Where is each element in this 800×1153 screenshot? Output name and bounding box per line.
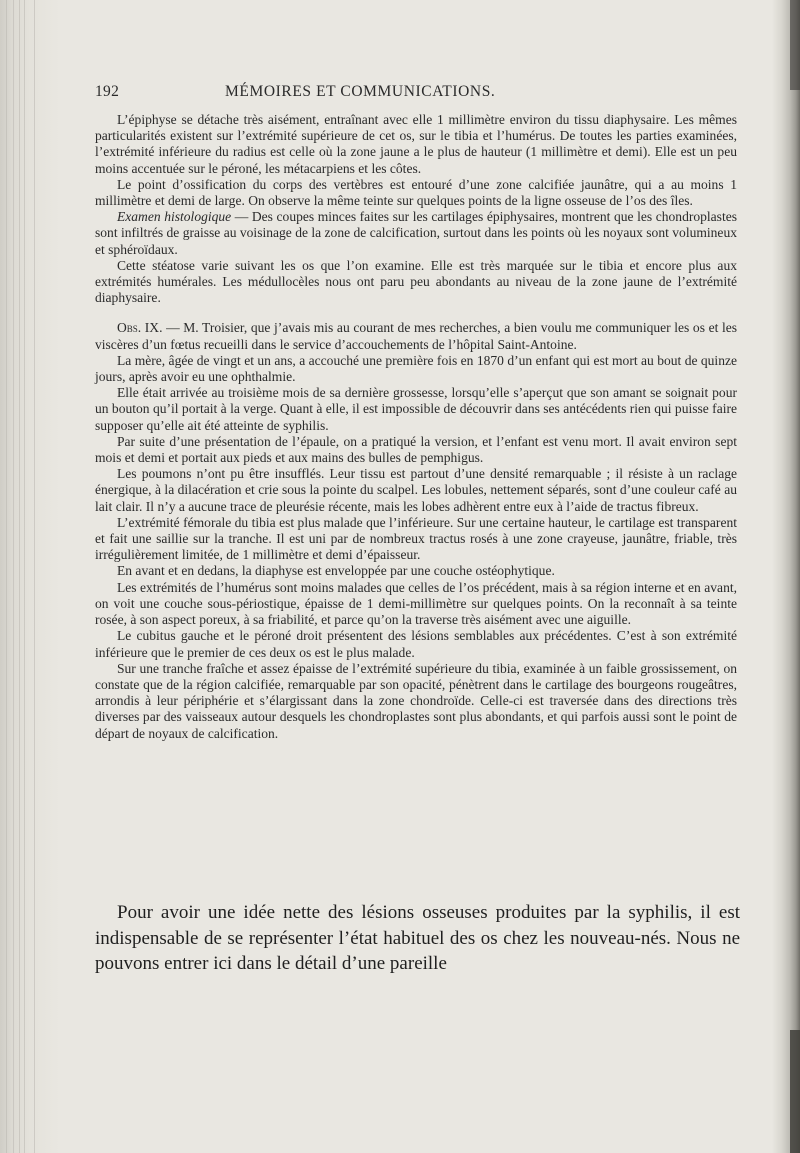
paragraph: L’épiphyse se détache très aisément, entraînant avec elle 1 millimètre environ du tissu diaphysaire. Les mêmes particularités existent sur l’extrémité supérieure de cet os, sur le tibia et l’humérus. De toutes les parties examinées, l’extrémité inférieure du radius est celle où la zone jaune a le plus de hauteur (1 millimètre et demi). Elle est un peu moins accentuée sur le péroné, les métacarpiens et les côtes. <box>95 112 737 176</box>
paragraph: Obs. IX. — M. Troisier, que j’avais mis au courant de mes recherches, a bien voulu me communiquer les os et les viscères d’un fœtus recueilli dans le service d’accouchements de l’hôpital Saint-Antoine. <box>95 320 737 352</box>
paragraph: L’extrémité fémorale du tibia est plus malade que l’inférieure. Sur une certaine hauteur, le cartilage est transparent et fait une saillie sur la tranche. Il est uni par de nombreux tractus rosés à une zone crayeuse, jaunâtre, friable, très irrégulièrement limitée, de 1 millimètre et demi d’épaisseur. <box>95 514 737 563</box>
body-text <box>95 112 737 742</box>
paragraph: Les poumons n’ont pu être insufflés. Leur tissu est partout d’une densité remarquable ; il résiste à un raclage énergique, à la dilacération et crie sous la pointe du scalpel. Les lobules, nettement séparés, sont d’une couleur café au lait clair. Il n’y a aucune trace de pleurésie récente, mais les lobes adhèrent entre eux à l’aide de tractus fibreux. <box>95 466 737 514</box>
paragraph: Par suite d’une présentation de l’épaule, on a pratiqué la version, et l’enfant est venu mort. Il avait environ sept mois et demi et portait aux pieds et aux mains des bulles de pemphigus. <box>95 433 737 466</box>
paragraph: Examen histologique — Des coupes minces faites sur les cartilages épiphysaires, montrent que les chondroplastes sont infiltrés de graisse au voisinage de la zone de calcification, surtout dans les points où les noyaux sont volumineux et sphéroïdaux. <box>95 209 737 257</box>
paragraph: Elle était arrivée au troisième mois de sa dernière grossesse, lorsqu’elle s’aperçut que son amant se soignait pour un bouton qu’il portait à la verge. Quant à elle, il est impossible de découvrir dans ses antécédents rien qui puisse faire supposer qu’elle ait été atteinte de syphilis. <box>95 385 737 433</box>
paragraph: La mère, âgée de vingt et un ans, a accouché une première fois en 1870 d’un enfant qui est mort au bout de quinze jours, après avoir eu une ophthalmie. <box>95 352 737 385</box>
paragraph: Le cubitus gauche et le péroné droit présentent des lésions semblables aux précédentes. C’est à son extrémité inférieure que le premier de ces deux os est le plus malade. <box>95 628 737 660</box>
running-title: MÉMOIRES ET COMMUNICATIONS. <box>225 83 496 100</box>
paragraph: Pour avoir une idée nette des lésions osseuses produites par la syphilis, il est indispensable de se représenter l’état habituel des os chez les nouveau-nés. Nous ne pouvons entrer ici dans le détail d’une pareille <box>95 902 740 974</box>
paragraph: Les extrémités de l’humérus sont moins malades que celles de l’os précédent, mais à sa région interne et en avant, on voit une couche sous-périostique, épaisse de 1 demi-millimètre sur quelques points. On la reconnaît à sa teinte rosée, à son aspect poreux, à sa friabilité, et parce qu’on la traverse très aisément avec une aiguille. <box>95 579 737 628</box>
paragraph: Le point d’ossification du corps des vertèbres est entouré d’une zone calcifiée jaunâtre, qui a au moins 1 millimètre et demi de large. On observe la même teinte sur quelques points de la ligne osseuse de l’os des îles. <box>95 176 737 209</box>
paragraph: Cette stéatose varie suivant les os que l’on examine. Elle est très marquée sur le tibia et encore plus aux extrémités humérales. Les médullocèles nous ont paru peu abondants au niveau de la zone jaune de l’extrémité diaphysaire. <box>95 257 737 306</box>
observation-label: Obs. IX. <box>117 320 163 336</box>
closing-text <box>95 900 740 977</box>
section-label: Examen histologique <box>117 209 232 225</box>
page-edge-shadow <box>772 0 800 1153</box>
paragraph: En avant et en dedans, la diaphyse est enveloppée par une couche ostéophytique. <box>117 563 555 579</box>
paragraph: Sur une tranche fraîche et assez épaisse de l’extrémité supérieure du tibia, examinée à un faible grossissement, on constate que de la région calcifiée, remarquable par son opacité, pénètrent dans le cartilage des bourgeons rougeâtres, arrondis à leur périphérie et s’élargissant dans la zone chondroïde. Celle-ci est traversée dans des directions très diverses par des vaisseaux autour desquels les chondroplastes sont plus abondants, et qui parfois aussi sont le point de départ de noyaux de calcification. <box>95 660 737 741</box>
page-number: 192 <box>95 83 120 100</box>
running-header <box>95 83 740 105</box>
page-gutter <box>0 0 60 1153</box>
